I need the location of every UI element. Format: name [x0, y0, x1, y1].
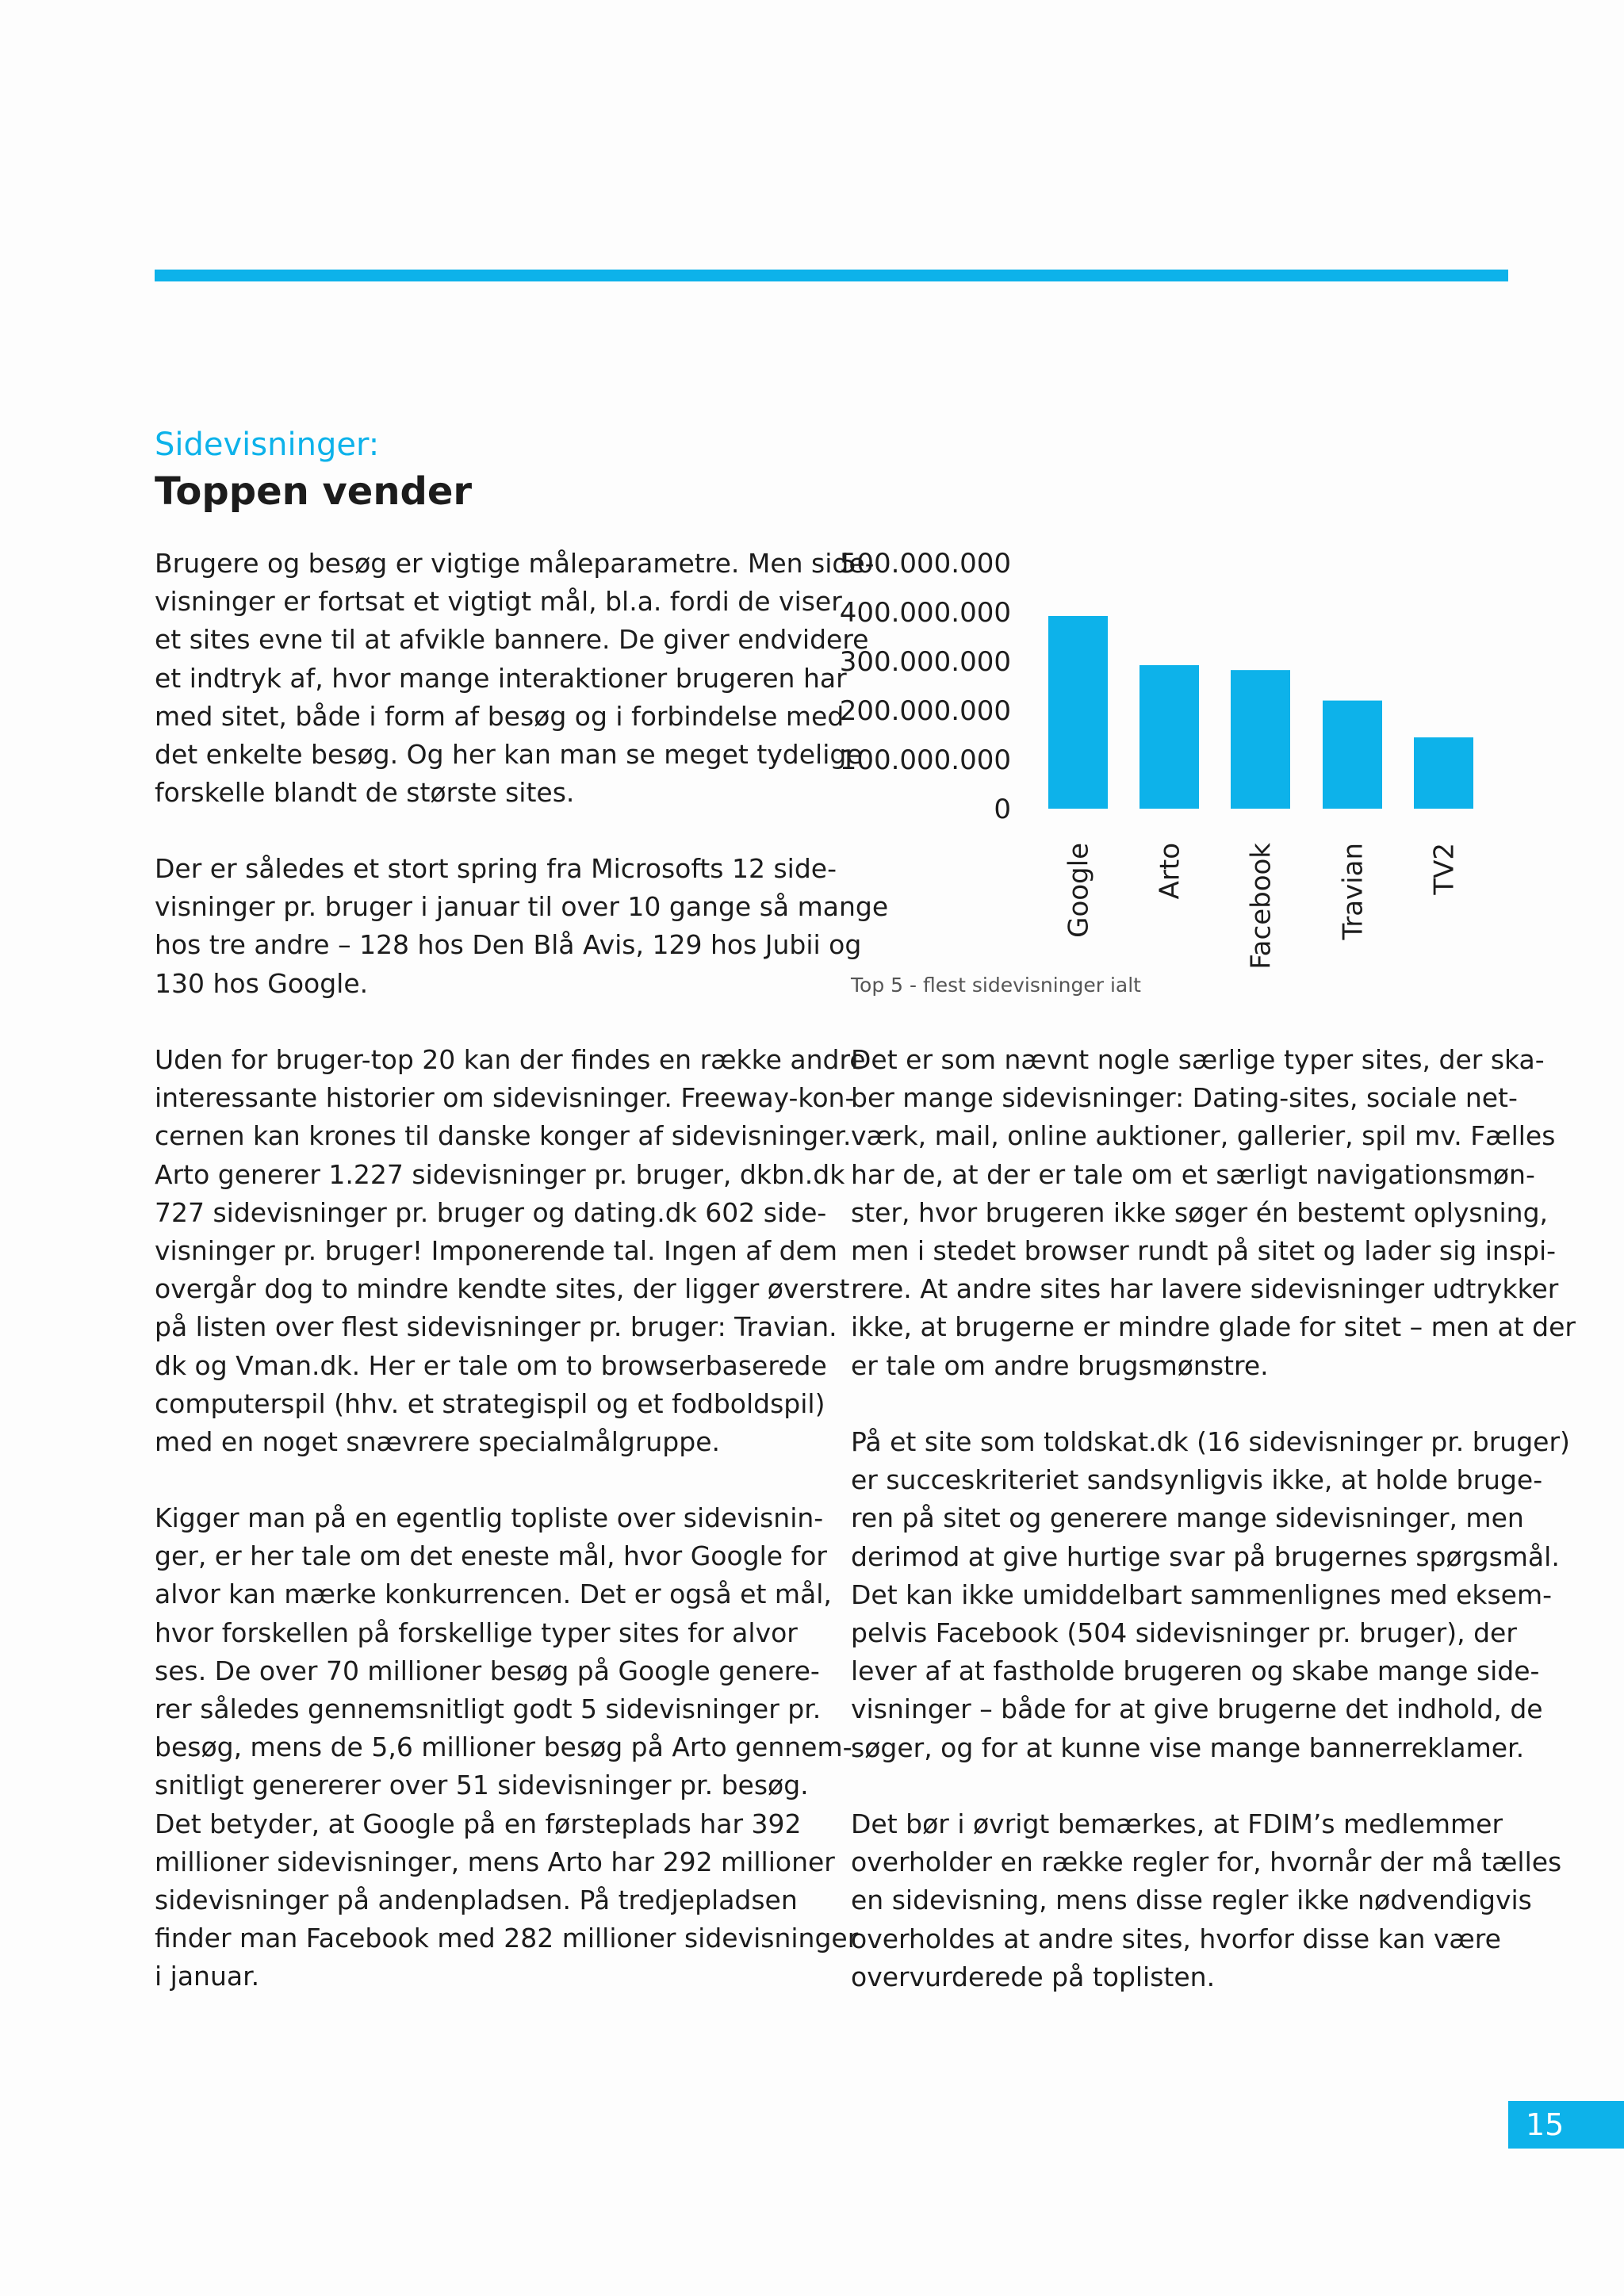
text-line: overgår dog to mindre kendte sites, der ligger øverst	[155, 1273, 850, 1305]
text-line: det enkelte besøg. Og her kan man se meget tydelige	[155, 739, 863, 771]
text-line: Kigger man på en egentlig topliste over sidevisnin-	[155, 1502, 824, 1533]
bar-google	[1048, 616, 1108, 809]
text-line: forskelle blandt de største sites.	[155, 777, 575, 809]
page-title: Toppen vender	[155, 469, 473, 514]
left-paragraph-1	[155, 545, 875, 812]
left-paragraph-4	[155, 1499, 858, 1996]
bar-travian	[1323, 701, 1382, 809]
text-line: pelvis Facebook (504 sidevisninger pr. bruger), der	[851, 1617, 1517, 1649]
section-kicker: Sidevisninger:	[155, 427, 380, 463]
text-line: på listen over flest sidevisninger pr. bruger: Travian.	[155, 1311, 837, 1343]
x-category-label: Arto	[1154, 843, 1186, 900]
text-line: en sidevisning, mens disse regler ikke nødvendigvis	[851, 1885, 1532, 1916]
text-line: millioner sidevisninger, mens Arto har 292 millioner	[155, 1846, 835, 1877]
left-paragraph-2	[155, 850, 888, 1003]
text-line: dk og Vman.dk. Her er tale om to browserbaserede	[155, 1349, 827, 1381]
text-line: ses. De over 70 millioner besøg på Google genere-	[155, 1655, 820, 1686]
text-line: cernen kan krones til danske konger af sidevisninger.	[155, 1120, 852, 1152]
x-category-label: Google	[1063, 843, 1095, 938]
top-accent-rule	[155, 270, 1508, 281]
text-line: På et site som toldskat.dk (16 sidevisninger pr. bruger)	[851, 1426, 1570, 1457]
x-category-label: Facebook	[1245, 843, 1277, 970]
page-number: 15	[1508, 2101, 1624, 2149]
text-line: ber mange sidevisninger: Dating-sites, sociale net-	[851, 1082, 1518, 1114]
right-paragraph-3	[851, 1805, 1561, 1996]
text-line: søger, og for at kunne vise mange bannerreklamer.	[851, 1732, 1525, 1763]
text-line: rere. At andre sites har lavere sidevisninger udtrykker	[851, 1273, 1559, 1305]
text-line: derimod at give hurtige svar på brugernes spørgsmål.	[851, 1540, 1560, 1572]
x-category-label: Travian	[1337, 843, 1369, 940]
bar-facebook	[1231, 670, 1290, 809]
text-line: hvor forskellen på forskellige typer sites for alvor	[155, 1617, 798, 1648]
bar-tv2	[1414, 737, 1473, 809]
text-line: computerspil (hhv. et strategispil og et fodboldspil)	[155, 1387, 825, 1419]
text-line: Brugere og besøg er vigtige måleparametre. Men side-	[155, 548, 875, 579]
y-tick-label: 300.000.000	[839, 646, 1011, 678]
text-line: ren på sitet og generere mange sidevisninger, men	[851, 1502, 1524, 1534]
text-line: i januar.	[155, 1961, 260, 1992]
text-line: ster, hvor brugeren ikke søger én bestemt oplysning,	[851, 1196, 1549, 1228]
text-line: er succeskriteriet sandsynligvis ikke, at holde bruge-	[851, 1464, 1543, 1496]
text-line: Arto generer 1.227 sidevisninger pr. bruger, dkbn.dk	[155, 1158, 845, 1190]
text-line: er tale om andre brugsmønstre.	[851, 1349, 1269, 1381]
text-line: 727 sidevisninger pr. bruger og dating.dk 602 side-	[155, 1196, 827, 1228]
text-line: visninger pr. bruger i januar til over 10 gange så mange	[155, 891, 889, 923]
y-tick-label: 0	[994, 794, 1011, 825]
text-line: rer således gennemsnitligt godt 5 sidevisninger pr.	[155, 1693, 822, 1725]
bar-arto	[1139, 665, 1199, 809]
text-line: Det er som nævnt nogle særlige typer sites, der ska-	[851, 1044, 1545, 1075]
x-category-label: TV2	[1428, 843, 1461, 895]
pageviews-bar-chart	[841, 539, 1491, 983]
text-line: visninger – både for at give brugerne det indhold, de	[851, 1693, 1543, 1725]
y-tick-label: 100.000.000	[839, 744, 1011, 776]
left-paragraph-3	[155, 1041, 866, 1461]
text-line: Det kan ikke umiddelbart sammenlignes med eksem-	[851, 1578, 1553, 1610]
right-paragraph-1	[851, 1041, 1576, 1385]
text-line: lever af at fastholde brugeren og skabe mange side-	[851, 1655, 1540, 1687]
text-line: med en noget snævrere specialmålgruppe.	[155, 1426, 720, 1458]
chart-caption: Top 5 - flest sidevisninger ialt	[851, 974, 1141, 997]
text-line: 130 hos Google.	[155, 967, 369, 999]
text-line: Uden for bruger-top 20 kan der findes en række andre	[155, 1044, 866, 1075]
text-line: snitligt genererer over 51 sidevisninger pr. besøg.	[155, 1770, 809, 1801]
text-line: overholdes at andre sites, hvorfor disse kan være	[851, 1923, 1501, 1954]
text-line: et indtryk af, hvor mange interaktioner brugeren har	[155, 662, 847, 694]
text-line: overholder en række regler for, hvornår der må tælles	[851, 1846, 1562, 1878]
text-line: visninger er fortsat et vigtigt mål, bl.a. fordi de viser	[155, 586, 842, 618]
text-line: ger, er her tale om det eneste mål, hvor Google for	[155, 1540, 827, 1572]
y-tick-label: 400.000.000	[839, 597, 1011, 629]
y-tick-label: 500.000.000	[839, 548, 1011, 580]
text-line: Det betyder, at Google på en førsteplads har 392	[155, 1808, 802, 1839]
text-line: Der er således et stort spring fra Microsofts 12 side-	[155, 853, 837, 884]
text-line: men i stedet browser rundt på sitet og lader sig inspi-	[851, 1235, 1557, 1267]
text-line: hos tre andre – 128 hos Den Blå Avis, 129 hos Jubii og	[155, 929, 862, 961]
text-line: alvor kan mærke konkurrencen. Det er også et mål,	[155, 1578, 832, 1610]
text-line: et sites evne til at afvikle bannere. De giver endvidere	[155, 624, 869, 656]
text-line: ikke, at brugerne er mindre glade for sitet – men at der	[851, 1311, 1576, 1343]
text-line: værk, mail, online auktioner, gallerier, spil mv. Fælles	[851, 1120, 1556, 1152]
text-line: overvurderede på toplisten.	[851, 1961, 1216, 1992]
y-tick-label: 200.000.000	[839, 695, 1011, 727]
text-line: finder man Facebook med 282 millioner sidevisninger	[155, 1923, 859, 1954]
text-line: visninger pr. bruger! Imponerende tal. Ingen af dem	[155, 1235, 837, 1267]
text-line: Det bør i øvrigt bemærkes, at FDIM’s medlemmer	[851, 1808, 1503, 1839]
text-line: sidevisninger på andenpladsen. På tredjepladsen	[155, 1885, 798, 1916]
text-line: interessante historier om sidevisninger. Freeway-kon-	[155, 1082, 855, 1114]
text-line: har de, at der er tale om et særligt navigationsmøn-	[851, 1158, 1535, 1190]
right-paragraph-2	[851, 1423, 1570, 1767]
text-line: med sitet, både i form af besøg og i forbindelse med	[155, 700, 845, 732]
text-line: besøg, mens de 5,6 millioner besøg på Arto gennem-	[155, 1732, 852, 1763]
